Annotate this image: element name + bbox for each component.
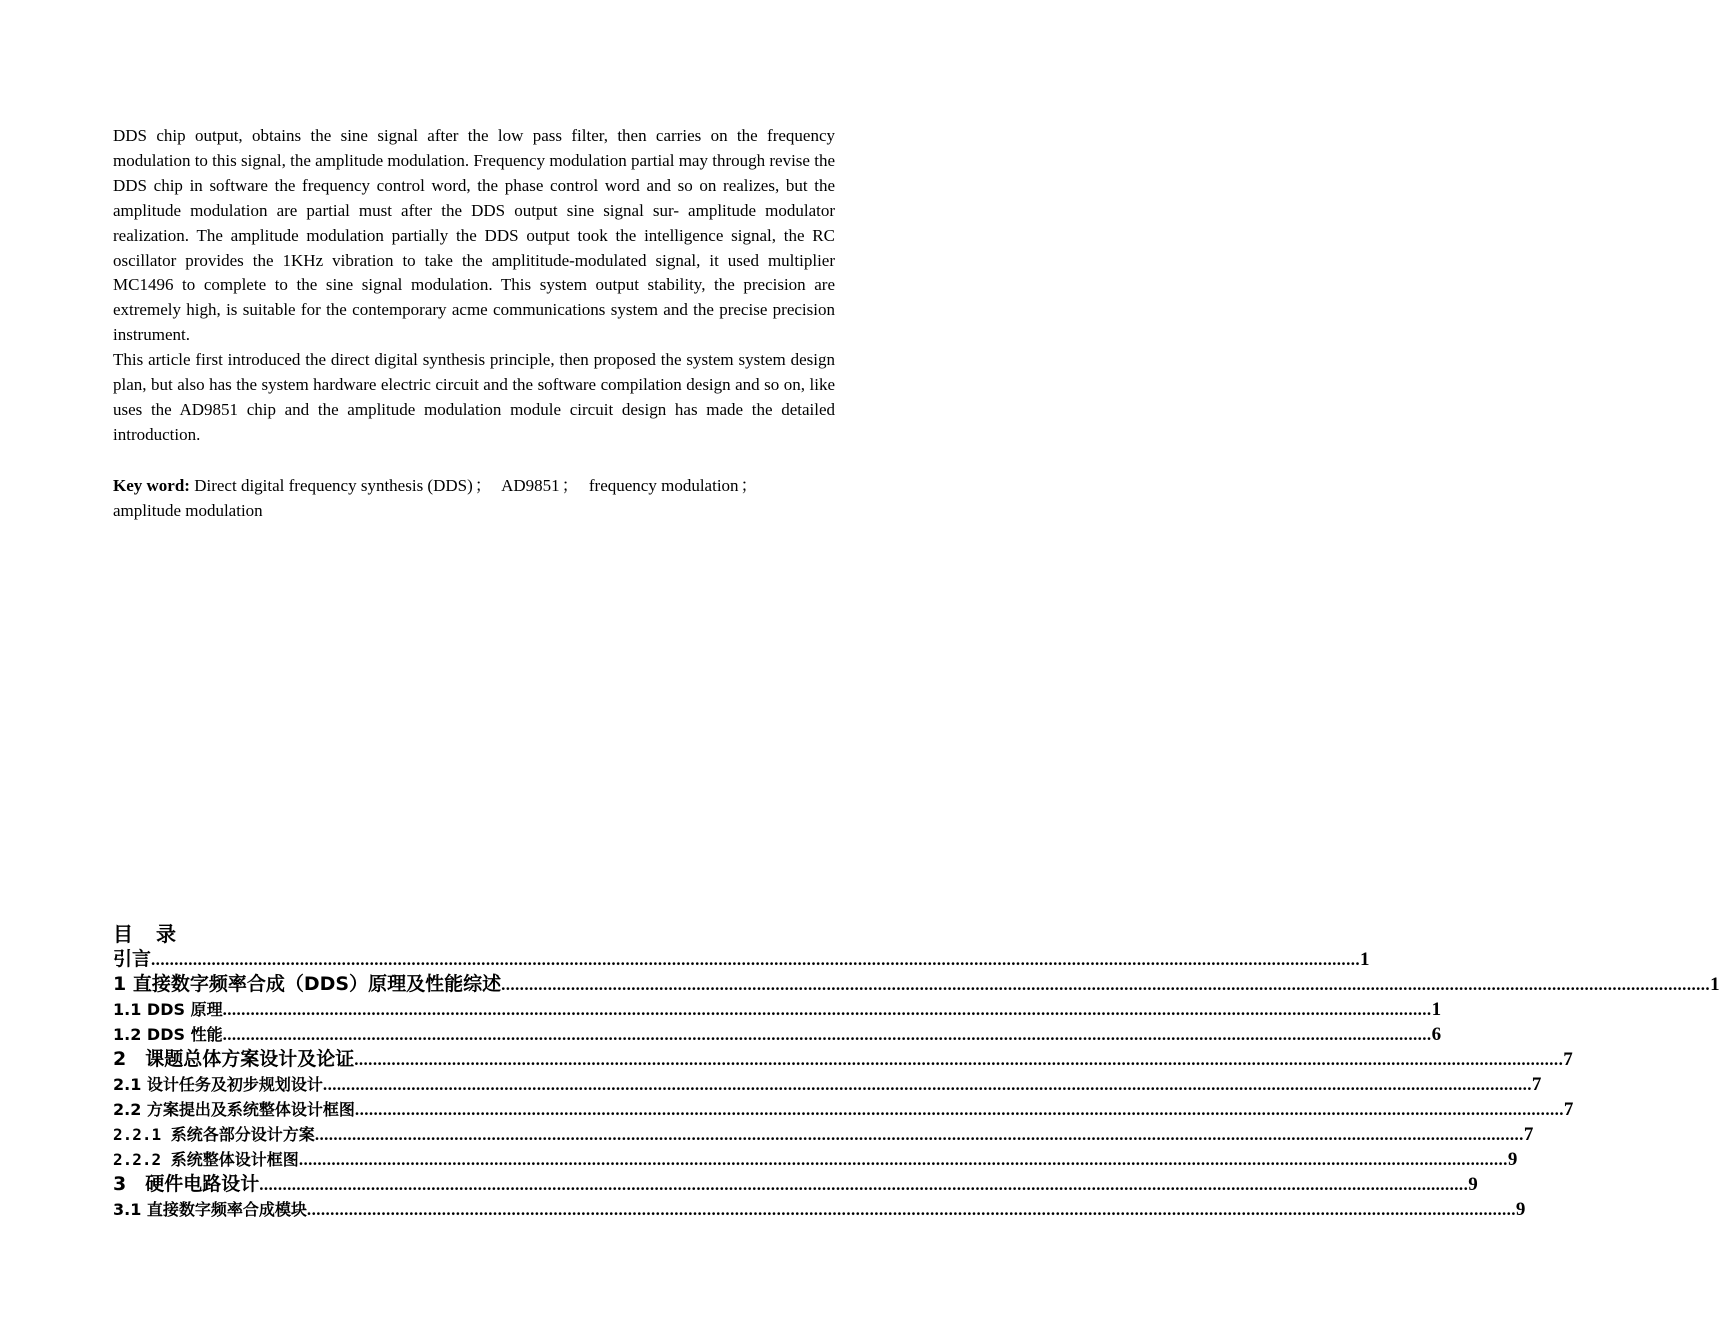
- keyword-separator: ；: [561, 476, 579, 495]
- toc-entry-3-1[interactable]: [113, 1197, 1526, 1222]
- toc-entry-2-1[interactable]: [113, 1072, 1542, 1097]
- toc-entry-2-2-2[interactable]: [113, 1147, 1518, 1172]
- keyword-item: frequency modulation: [588, 476, 739, 495]
- toc-entry-label: 引言: [113, 948, 152, 970]
- toc-entry-2-2[interactable]: [113, 1097, 1574, 1122]
- toc-page-number: 1: [1431, 999, 1442, 1020]
- toc-entry-label: 2 课题总体方案设计及论证: [113, 1048, 355, 1070]
- toc-entry-label: 2.2.2 系统整体设计框图: [113, 1150, 299, 1169]
- toc-page-number: 9: [1468, 1174, 1478, 1195]
- keyword-item: AD9851: [501, 476, 560, 495]
- toc-leader-dots: ....................................................................................................................................................................................................................................................................: [151, 950, 1361, 969]
- toc-leader-dots: ....................................................................................................................................................................................................................................................................: [259, 1175, 1469, 1194]
- toc-entry-1-2[interactable]: [113, 1022, 1442, 1047]
- abstract-paragraph-2: This article first introduced the direct digital synthesis principle, then proposed the system system design plan, but also has the system hardware electric circuit and the software compilation design and so on, like uses the AD9851 chip and the amplitude modulation module circuit design has made the detailed introduction.: [113, 350, 835, 444]
- toc-entry-intro[interactable]: [113, 947, 1370, 972]
- toc-entry-label: 1.2 DDS 性能: [113, 1025, 223, 1044]
- keyword-item: amplitude modulation: [113, 501, 263, 520]
- toc-page-number: 7: [1523, 1124, 1534, 1145]
- keyword-item: Direct digital frequency synthesis (DDS): [194, 476, 473, 495]
- toc-leader-dots: ....................................................................................................................................................................................................................................................................: [501, 975, 1711, 994]
- toc-page-number: 1: [1710, 974, 1720, 995]
- toc-entry-chapter-3[interactable]: [113, 1172, 1478, 1197]
- toc-page-number: 7: [1531, 1074, 1542, 1095]
- toc-page-number: 9: [1515, 1199, 1526, 1220]
- toc-leader-dots: ....................................................................................................................................................................................................................................................................: [298, 1150, 1508, 1169]
- toc-title: 目 录: [113, 922, 184, 946]
- toc-leader-dots: ....................................................................................................................................................................................................................................................................: [354, 1100, 1564, 1119]
- abstract-section: [113, 124, 835, 448]
- toc-entry-label: 2.2.1 系统各部分设计方案: [113, 1125, 315, 1144]
- keywords-label: Key word:: [113, 476, 190, 495]
- toc-page-number: 7: [1563, 1049, 1573, 1070]
- toc-entry-label: 3.1 直接数字频率合成模块: [113, 1200, 307, 1219]
- toc-entry-label: 2.1 设计任务及初步规划设计: [113, 1075, 323, 1094]
- toc-leader-dots: ....................................................................................................................................................................................................................................................................: [306, 1200, 1516, 1219]
- toc-entry-label: 1.1 DDS 原理: [113, 1000, 223, 1019]
- toc-page-number: 7: [1563, 1099, 1574, 1120]
- toc-leader-dots: ....................................................................................................................................................................................................................................................................: [354, 1050, 1564, 1069]
- toc-leader-dots: ....................................................................................................................................................................................................................................................................: [222, 1025, 1432, 1044]
- toc-entry-chapter-2[interactable]: [113, 1047, 1573, 1072]
- toc-entry-label: 2.2 方案提出及系统整体设计框图: [113, 1100, 355, 1119]
- toc-leader-dots: ....................................................................................................................................................................................................................................................................: [222, 1000, 1432, 1019]
- toc-page-number: 6: [1431, 1024, 1442, 1045]
- toc-leader-dots: ....................................................................................................................................................................................................................................................................: [322, 1075, 1532, 1094]
- toc-page-number: 1: [1360, 949, 1370, 970]
- toc-leader-dots: ....................................................................................................................................................................................................................................................................: [314, 1125, 1524, 1144]
- keyword-separator: ；: [740, 476, 758, 495]
- toc-entry-2-2-1[interactable]: [113, 1122, 1534, 1147]
- toc-entry-1-1[interactable]: [113, 997, 1442, 1022]
- toc-page-number: 9: [1507, 1149, 1518, 1170]
- abstract-paragraph-1: DDS chip output, obtains the sine signal after the low pass filter, then carries on the frequency modulation to this signal, the amplitude modulation. Frequency modulation partial may through revise the DDS chip in software the frequency control word, the phase control word and so on realizes, but the amplitude modulation are partial must after the DDS output sine signal sur- amplitude modulator realization. The amplitude modulation partially the DDS output took the intelligence signal, the RC oscillator provides the 1KHz vibration to take the amplititude-modulated signal, it used multiplier MC1496 to complete to the sine signal modulation. This system output stability, the precision are extremely high, is suitable for the contemporary acme communications system and the precise precision instrument.: [113, 126, 835, 345]
- toc-entry-chapter-1[interactable]: [113, 972, 1720, 997]
- toc-entry-label: 3 硬件电路设计: [113, 1173, 260, 1195]
- toc-entry-label: 1 直接数字频率合成（DDS）原理及性能综述: [113, 973, 502, 995]
- table-of-contents: [113, 922, 1720, 1222]
- keyword-separator: ；: [474, 476, 492, 495]
- keywords-line: [113, 473, 835, 523]
